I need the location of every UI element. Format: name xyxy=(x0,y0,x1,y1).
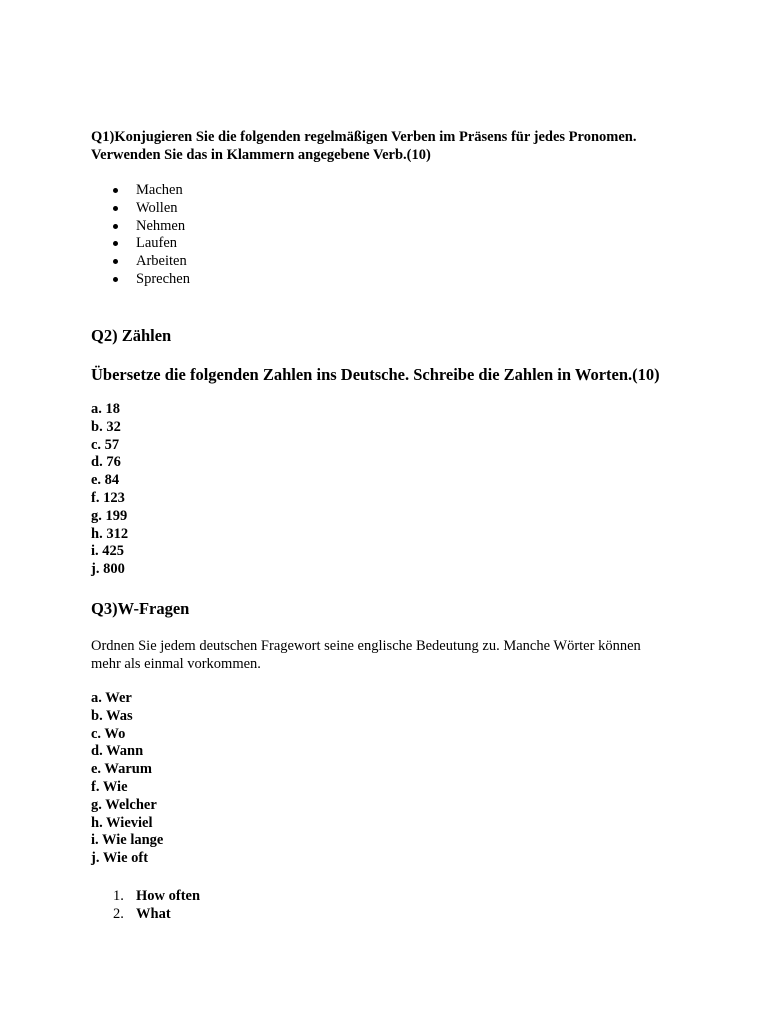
bullet-icon xyxy=(113,188,118,193)
q2-title: Q2) Zählen xyxy=(91,326,172,345)
list-item: Machen xyxy=(91,182,190,200)
list-item: a. 18 xyxy=(91,401,120,417)
list-item: b. 32 xyxy=(91,418,121,435)
list-item: i. Wie lange xyxy=(91,832,164,849)
list-item: g. Welcher xyxy=(91,796,157,813)
q2-number-list xyxy=(91,401,128,579)
list-item: Arbeiten xyxy=(91,253,190,271)
list-item: d. Wann xyxy=(91,743,144,760)
q2-instruction: Übersetze die folgenden Zahlen ins Deutsche. Schreibe die Zahlen in Worten.(10) xyxy=(91,365,660,384)
q3-meaning-list xyxy=(91,887,200,923)
list-item: j. Wie oft xyxy=(91,850,149,867)
list-item: j. 800 xyxy=(91,561,125,578)
list-item: h. 312 xyxy=(91,525,129,542)
q1-title xyxy=(91,128,691,164)
list-item: e. 84 xyxy=(91,472,120,489)
q3-question-word-list xyxy=(91,690,163,868)
list-item: Laufen xyxy=(91,235,190,253)
q3-instruction-line-1: Ordnen Sie jedem deutschen Fragewort seine englische Bedeutung zu. Manche Wörter können xyxy=(91,638,641,654)
bullet-icon xyxy=(113,224,118,229)
q3-instruction-line-2: mehr als einmal vorkommen. xyxy=(91,656,261,672)
list-item: 2. What xyxy=(113,906,171,922)
q3-instruction xyxy=(91,637,691,673)
bullet-icon xyxy=(113,206,118,211)
q1-verb-list xyxy=(91,182,190,289)
list-item: a. Wer xyxy=(91,690,132,706)
list-item: e. Warum xyxy=(91,761,152,778)
list-number: 2. xyxy=(113,906,124,922)
list-number: 1. xyxy=(113,888,124,904)
q1-title-line-1: Q1)Konjugieren Sie die folgenden regelmäßigen Verben im Präsens für jedes Pronomen. xyxy=(91,129,637,145)
list-item: Nehmen xyxy=(91,218,190,236)
list-item: d. 76 xyxy=(91,454,121,471)
bullet-icon xyxy=(113,259,118,264)
list-item: Sprechen xyxy=(91,271,190,289)
list-item: g. 199 xyxy=(91,507,128,524)
bullet-icon xyxy=(113,241,118,246)
list-item: h. Wieviel xyxy=(91,814,153,831)
list-item: i. 425 xyxy=(91,543,125,560)
list-item: b. Was xyxy=(91,707,133,724)
list-item: f. 123 xyxy=(91,489,125,506)
list-item: c. Wo xyxy=(91,725,126,742)
list-item: f. Wie xyxy=(91,778,128,795)
list-item: 1. How often xyxy=(113,888,201,904)
list-item: Wollen xyxy=(91,200,190,218)
bullet-icon xyxy=(113,277,118,282)
list-item: c. 57 xyxy=(91,436,120,453)
q1-title-line-2: Verwenden Sie das in Klammern angegebene Verb.(10) xyxy=(91,147,431,163)
q3-title: Q3)W-Fragen xyxy=(91,599,190,618)
